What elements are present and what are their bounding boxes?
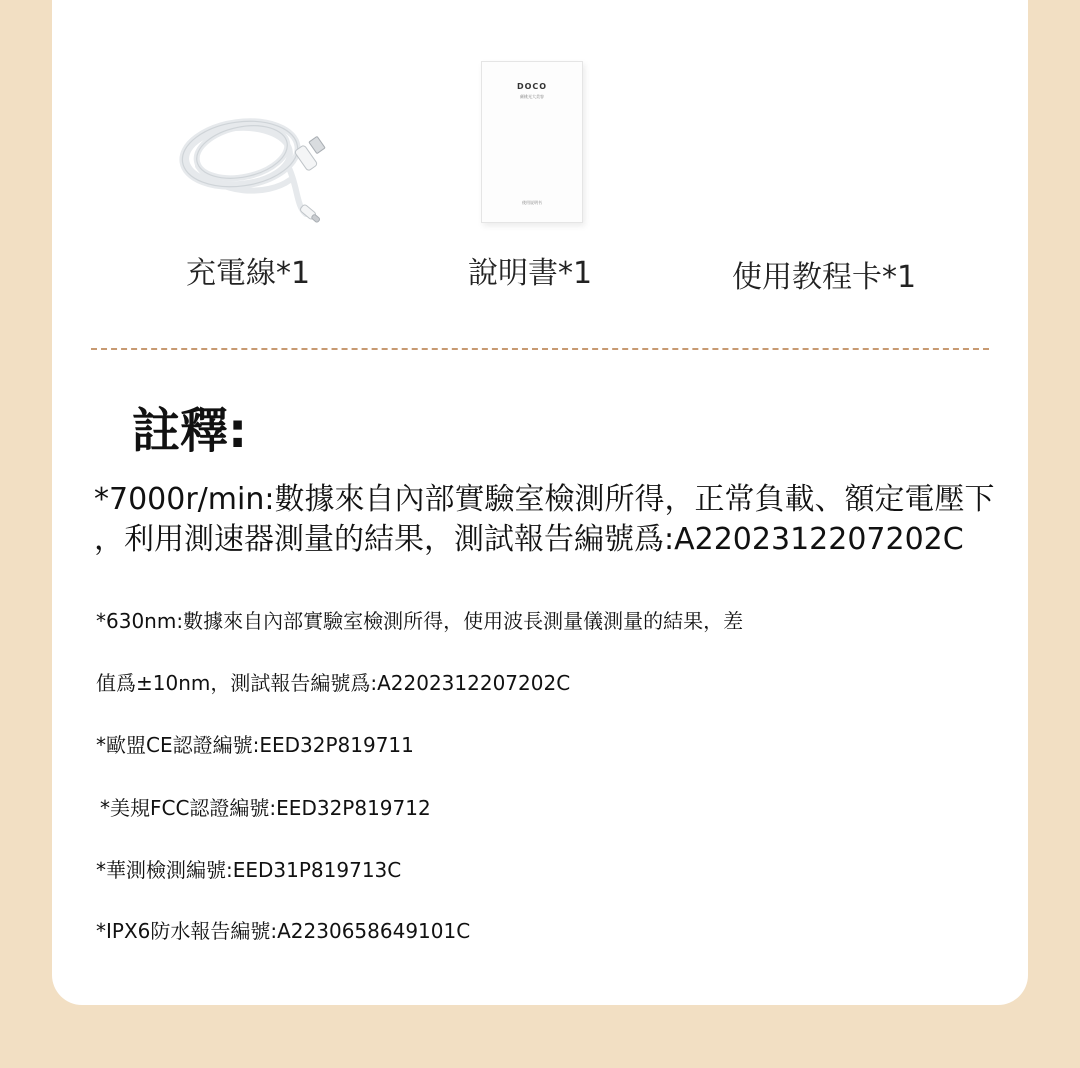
content-card xyxy=(52,0,1028,1005)
note-ce-cert: *歐盟CE認證編號:EED32P819711 xyxy=(96,733,414,757)
manual-subtitle: 颜桃光大美容 xyxy=(520,94,544,99)
item-label-manual: 說明書*1 xyxy=(468,256,593,291)
note-ipx6-report: *IPX6防水報告編號:A2230658649101C xyxy=(96,919,471,943)
item-label-cable: 充電線*1 xyxy=(186,256,311,291)
dashed-divider xyxy=(91,348,989,350)
notes-title: 註釋: xyxy=(132,403,248,459)
charging-cable-image xyxy=(178,96,338,236)
note-wavelength-line-1: *630nm:數據來自內部實驗室檢測所得，使用波長測量儀測量的結果，差 xyxy=(96,609,744,633)
note-cti-test: *華測檢測編號:EED31P819713C xyxy=(96,858,402,882)
manual-footer: 使用说明书 xyxy=(522,200,542,205)
note-wavelength-line-2: 值爲±10nm，測試報告編號爲:A2202312207202C xyxy=(96,671,571,695)
manual-booklet-image xyxy=(481,61,583,223)
note-rpm-line-1: *7000r/min:數據來自內部實驗室檢測所得，正常負載、額定電壓下 xyxy=(94,482,995,517)
note-fcc-cert: *美規FCC認證編號:EED32P819712 xyxy=(100,796,431,820)
note-rpm-line-2: ，利用測速器測量的結果，測試報告編號爲:A2202312207202C xyxy=(94,522,964,557)
manual-logo: DOCO xyxy=(516,82,548,91)
note-rpm xyxy=(94,480,1014,560)
item-label-tutorial-card: 使用教程卡*1 xyxy=(732,260,917,295)
